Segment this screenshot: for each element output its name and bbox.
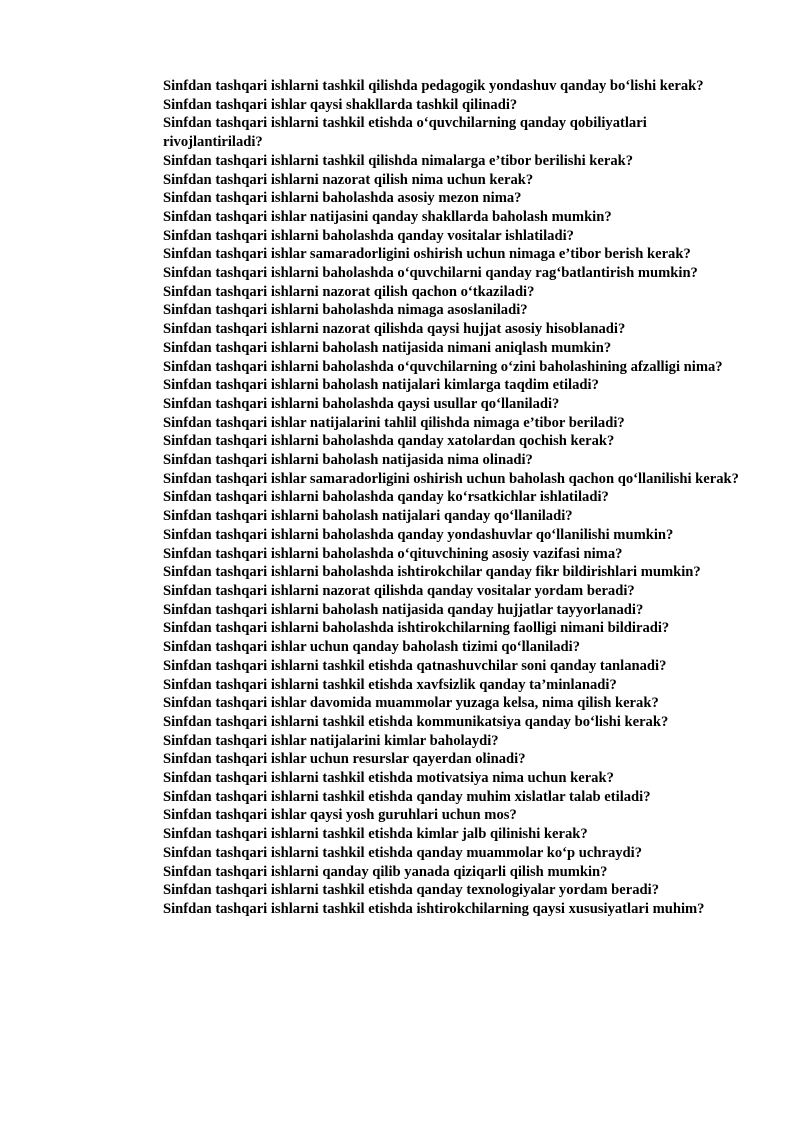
question-line: Sinfdan tashqari ishlarni baholashda qanday yondashuvlar qo‘llanilishi mumkin? [163, 526, 674, 543]
question-line: Sinfdan tashqari ishlar samaradorligini oshirish uchun nimaga e’tibor berish kerak? [163, 246, 691, 263]
question-line: Sinfdan tashqari ishlarni tashkil etishda qanday texnologiyalar yordam beradi? [163, 882, 660, 899]
question-line: Sinfdan tashqari ishlarni tashkil etishda kimlar jalb qilinishi kerak? [163, 826, 588, 843]
question-line: Sinfdan tashqari ishlarni tashkil etishda kommunikatsiya qanday bo‘lishi kerak? [163, 713, 669, 730]
question-line: Sinfdan tashqari ishlar uchun qanday baholash tizimi qo‘llaniladi? [163, 639, 581, 656]
question-line: Sinfdan tashqari ishlarni tashkil etishda o‘quvchilarning qanday qobiliyatlari rivojlantiriladi? [163, 115, 647, 151]
question-line: Sinfdan tashqari ishlarni nazorat qilish nima uchun kerak? [163, 171, 534, 188]
document-page [163, 77, 743, 919]
question-line: Sinfdan tashqari ishlarni baholashda ishtirokchilar qanday fikr bildirishlari mumkin? [163, 564, 701, 581]
question-line: Sinfdan tashqari ishlarni tashkil etishda qanday muhim xislatlar talab etiladi? [163, 788, 651, 805]
question-line: Sinfdan tashqari ishlarni tashkil etishda motivatsiya nima uchun kerak? [163, 770, 614, 787]
question-line: Sinfdan tashqari ishlarni baholashda asosiy mezon nima? [163, 190, 522, 207]
question-line: Sinfdan tashqari ishlarni baholashda qaysi usullar qo‘llaniladi? [163, 395, 560, 412]
question-line: Sinfdan tashqari ishlarni nazorat qilish qachon o‘tkaziladi? [163, 283, 535, 300]
question-line: Sinfdan tashqari ishlarni baholashda qanday xatolardan qochish kerak? [163, 433, 615, 450]
question-line: Sinfdan tashqari ishlarni baholashda qanday ko‘rsatkichlar ishlatiladi? [163, 489, 609, 506]
question-line: Sinfdan tashqari ishlarni nazorat qilishda qaysi hujjat asosiy hisoblanadi? [163, 321, 626, 338]
question-line: Sinfdan tashqari ishlar qaysi yosh guruhlari uchun mos? [163, 807, 517, 824]
question-line: Sinfdan tashqari ishlarni nazorat qilishda qanday vositalar yordam beradi? [163, 582, 635, 599]
question-line: Sinfdan tashqari ishlarni qanday qilib yanada qiziqarli qilish mumkin? [163, 863, 608, 880]
question-line: Sinfdan tashqari ishlarni tashkil etishda qanday muammolar ko‘p uchraydi? [163, 844, 643, 861]
question-line: Sinfdan tashqari ishlar natijalarini tahlil qilishda nimaga e’tibor beriladi? [163, 414, 625, 431]
question-line: Sinfdan tashqari ishlar natijasini qanday shakllarda baholash mumkin? [163, 208, 612, 225]
question-line: Sinfdan tashqari ishlarni baholashda nimaga asoslaniladi? [163, 302, 528, 319]
question-line: Sinfdan tashqari ishlarni tashkil etishda qatnashuvchilar soni qanday tanlanadi? [163, 657, 667, 674]
question-line: Sinfdan tashqari ishlar samaradorligini oshirish uchun baholash qachon qo‘llanilishi kerak? [163, 470, 739, 487]
question-line: Sinfdan tashqari ishlar qaysi shakllarda tashkil qilinadi? [163, 96, 518, 113]
question-line: Sinfdan tashqari ishlarni tashkil etishda xavfsizlik qanday ta’minlanadi? [163, 676, 617, 693]
question-line: Sinfdan tashqari ishlarni baholashda o‘quvchilarni qanday rag‘batlantirish mumkin? [163, 265, 698, 282]
question-line: Sinfdan tashqari ishlarni baholash natijalari kimlarga taqdim etiladi? [163, 377, 599, 394]
question-line: Sinfdan tashqari ishlarni baholash natijalari qanday qo‘llaniladi? [163, 508, 573, 525]
question-line: Sinfdan tashqari ishlarni baholashda qanday vositalar ishlatiladi? [163, 227, 574, 244]
question-line: Sinfdan tashqari ishlar uchun resurslar qayerdan olinadi? [163, 751, 526, 768]
question-line: Sinfdan tashqari ishlarni baholash natijasida nimani aniqlash mumkin? [163, 339, 612, 356]
question-line: Sinfdan tashqari ishlarni tashkil etishda ishtirokchilarning qaysi xususiyatlari muhim? [163, 900, 705, 917]
question-line: Sinfdan tashqari ishlarni tashkil qilishda pedagogik yondashuv qanday bo‘lishi kerak? [163, 78, 704, 94]
question-line: Sinfdan tashqari ishlarni baholashda o‘quvchilarning o‘zini baholashining afzalligi nima? [163, 358, 723, 375]
question-line: Sinfdan tashqari ishlar davomida muammolar yuzaga kelsa, nima qilish kerak? [163, 695, 659, 712]
question-line: Sinfdan tashqari ishlarni baholashda o‘qituvchining asosiy vazifasi nima? [163, 545, 623, 562]
question-line: Sinfdan tashqari ishlarni baholashda ishtirokchilarning faolligi nimani bildiradi? [163, 620, 670, 637]
question-line: Sinfdan tashqari ishlarni baholash natijasida nima olinadi? [163, 452, 533, 469]
question-line: Sinfdan tashqari ishlarni tashkil qilishda nimalarga e’tibor berilishi kerak? [163, 152, 634, 169]
question-line: Sinfdan tashqari ishlarni baholash natijasida qanday hujjatlar tayyorlanadi? [163, 601, 644, 618]
question-line: Sinfdan tashqari ishlar natijalarini kimlar baholaydi? [163, 732, 499, 749]
